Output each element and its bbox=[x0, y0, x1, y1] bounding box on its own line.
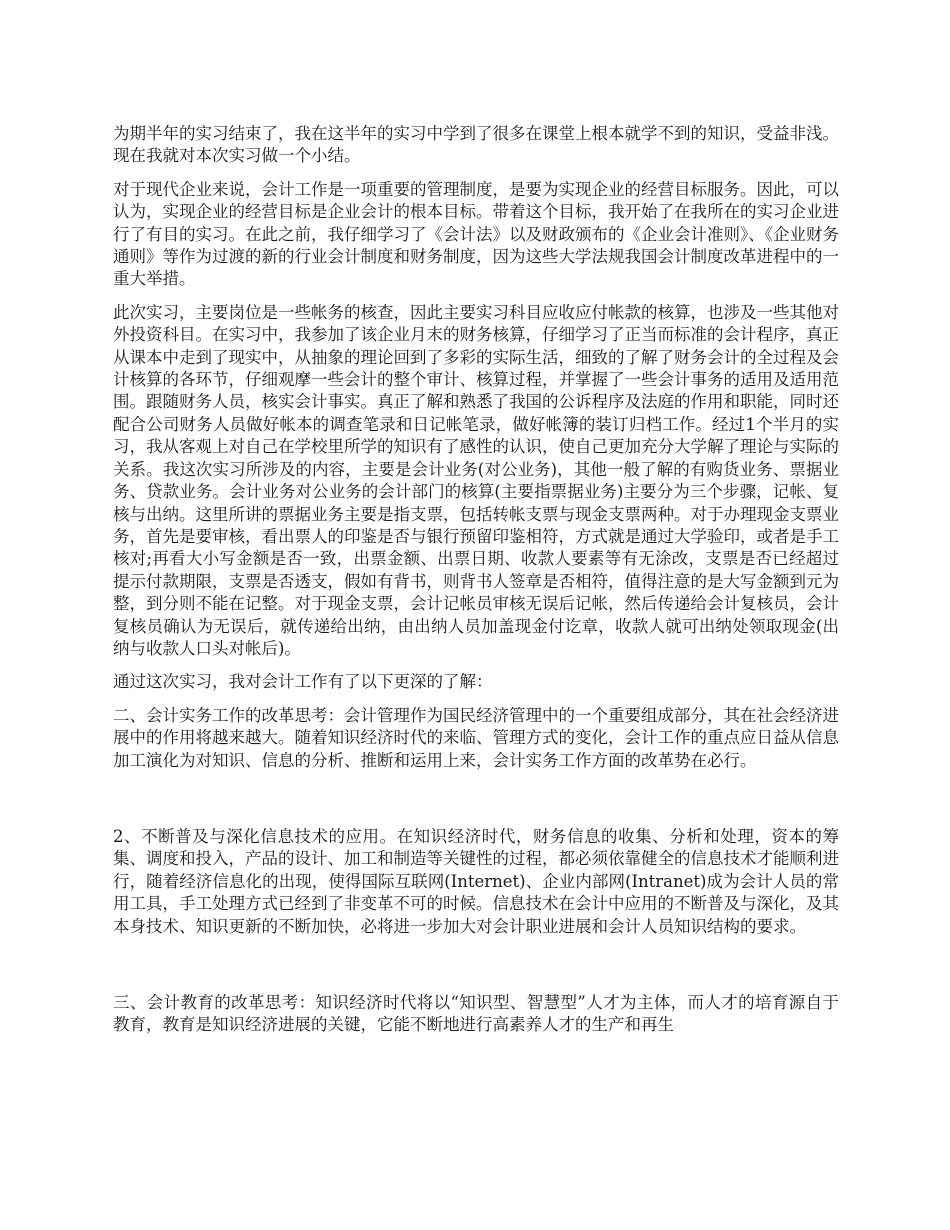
paragraph-understanding: 通过这次实习，我对会计工作有了以下更深的了解： bbox=[113, 672, 493, 692]
paragraph-information-technology: 2、不断普及与深化信息技术的应用。在知识经济时代，财务信息的收集、分析和处理，资本的筹集、调度和投入，产品的设计、加工和制造等关键性的过程，都必须依靠健全的信息技术才能顺利进行，随着经济信息化的出现，使得国际互联网(Internet)、企业内部网(Intranet)成为会计人员的常用工具，手工处理方式已经到了非变革不可的时候。信息技术在会计中应用的不断普及与深化，及其本身技术、知识更新的不断加快，必将进一步加大对会计职业进展和会计人员知识结构的要求。 bbox=[113, 826, 839, 936]
document-body bbox=[113, 123, 839, 1048]
paragraph-internship-details: 此次实习，主要岗位是一些帐务的核查，因此主要实习科目应收应付帐款的核算，也涉及一些其他对外投资科目。在实习中，我参加了该企业月末的财务核算，仔细学习了正当而标准的会计程序，真正从课本中走到了现实中，从抽象的理论回到了多彩的实际生活，细致的了解了财务会计的全过程及会计核算的各环节，仔细观摩一些会计的整个审计、核算过程，并掌握了一些会计事务的适用及适用范围。跟随财务人员，核实会计事实。真正了解和熟悉了我国的公诉程序及法庭的作用和职能，同时还配合公司财务人员做好帐本的调查笔录和日记帐笔录，做好帐簿的装订归档工作。经过1个半月的实习，我从客观上对自己在学校里所学的知识有了感性的认识，使自己更加充分大学解了理论与实际的关系。我这次实习所涉及的内容，主要是会计业务(对公业务)，其他一般了解的有购货业务、票据业务、贷款业务。会计业务对公业务的会计部门的核算(主要指票据业务)主要分为三个步骤，记帐、复核与出纳。这里所讲的票据业务主要是指支票，包括转帐支票与现金支票两种。对于办理现金支票业务，首先是要审核，看出票人的印鉴是否与银行预留印鉴相符，方式就是通过大学验印，或者是手工核对;再看大小写金额是否一致，出票金额、出票日期、收款人要素等有无涂改，支票是否已经超过提示付款期限，支票是否透支，假如有背书，则背书人签章是否相符，值得注意的是大写金额到元为整，到分则不能在记整。对于现金支票，会计记帐员审核无误后记帐，然后传递给会计复核员，会计复核员确认为无误后，就传递给出纳，由出纳人员加盖现金付讫章，收款人就可出纳处领取现金(出纳与收款人口头对帐后)。 bbox=[113, 302, 839, 658]
paragraph-education-reform: 三、会计教育的改革思考：知识经济时代将以“知识型、智慧型”人才为主体，而人才的培育源自于教育，教育是知识经济进展的关键，它能不断地进行高素养人才的生产和再生 bbox=[113, 993, 839, 1035]
paragraph-practice-reform: 二、会计实务工作的改革思考：会计管理作为国民经济管理中的一个重要组成部分，其在社会经济进展中的作用将越来越大。随着知识经济时代的来临、管理方式的变化，会计工作的重点应日益从信息加工演化为对知识、信息的分析、推断和运用上来，会计实务工作方面的改革势在必行。 bbox=[113, 705, 839, 770]
paragraph-accounting-goal: 对于现代企业来说，会计工作是一项重要的管理制度，是要为实现企业的经营目标服务。因此，可以认为，实现企业的经营目标是企业会计的根本目标。带着这个目标，我开始了在我所在的实习企业进行了有目的实习。在此之前，我仔细学习了《会计法》以及财政颁布的《企业会计准则》、《企业财务通则》等作为过渡的新的行业会计制度和财务制度，因为这些大学法规我国会计制度改革进程中的一重大举措。 bbox=[113, 179, 839, 289]
paragraph-intro: 为期半年的实习结束了，我在这半年的实习中学到了很多在课堂上根本就学不到的知识，受益非浅。现在我就对本次实习做一个小结。 bbox=[113, 124, 839, 166]
